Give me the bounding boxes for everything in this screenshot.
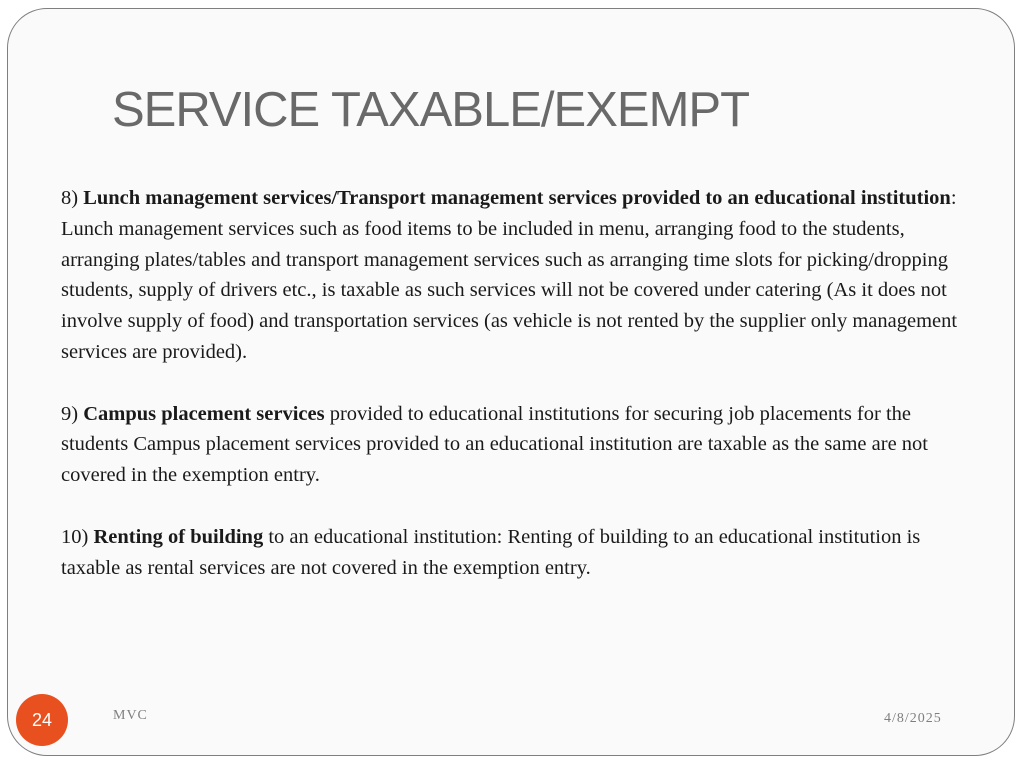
item-number: 8)	[61, 187, 79, 209]
item-heading: Lunch management services/Transport management services provided to an educational institution	[83, 187, 951, 209]
item-number: 9)	[61, 402, 79, 425]
page-number-badge: 24	[16, 694, 68, 746]
item-heading: Campus placement services	[83, 402, 325, 425]
item-text: : Lunch management services such as food items to be included in menu, arranging food to the students, arranging plates/tables and transport management services such as arranging time slots for picking/dropping students, supply of drivers etc., is taxable as such services will not be covered under catering (As it does not involve supply of food) and transportation services (as vehicle is not rented by the supplier only management services are provided).	[61, 187, 958, 363]
item-text: provided to educational institutions for securing job placements for the students Campus placement services provided to an educational institution are taxable as the same are not covered in the exemption entry.	[61, 402, 928, 487]
footer-date: 4/8/2025	[884, 711, 942, 726]
list-item	[61, 522, 976, 584]
list-item	[61, 399, 976, 491]
item-number: 10)	[61, 525, 89, 548]
list-item	[61, 183, 976, 368]
footer-label: MVC	[113, 708, 148, 723]
slide-title: SERVICE TAXABLE/EXEMPT	[112, 83, 750, 137]
item-heading: Renting of building	[93, 525, 264, 548]
slide-body	[61, 183, 976, 614]
item-text: to an educational institution: Renting of building to an educational institution is taxable as rental services are not covered in the exemption entry.	[61, 525, 921, 579]
